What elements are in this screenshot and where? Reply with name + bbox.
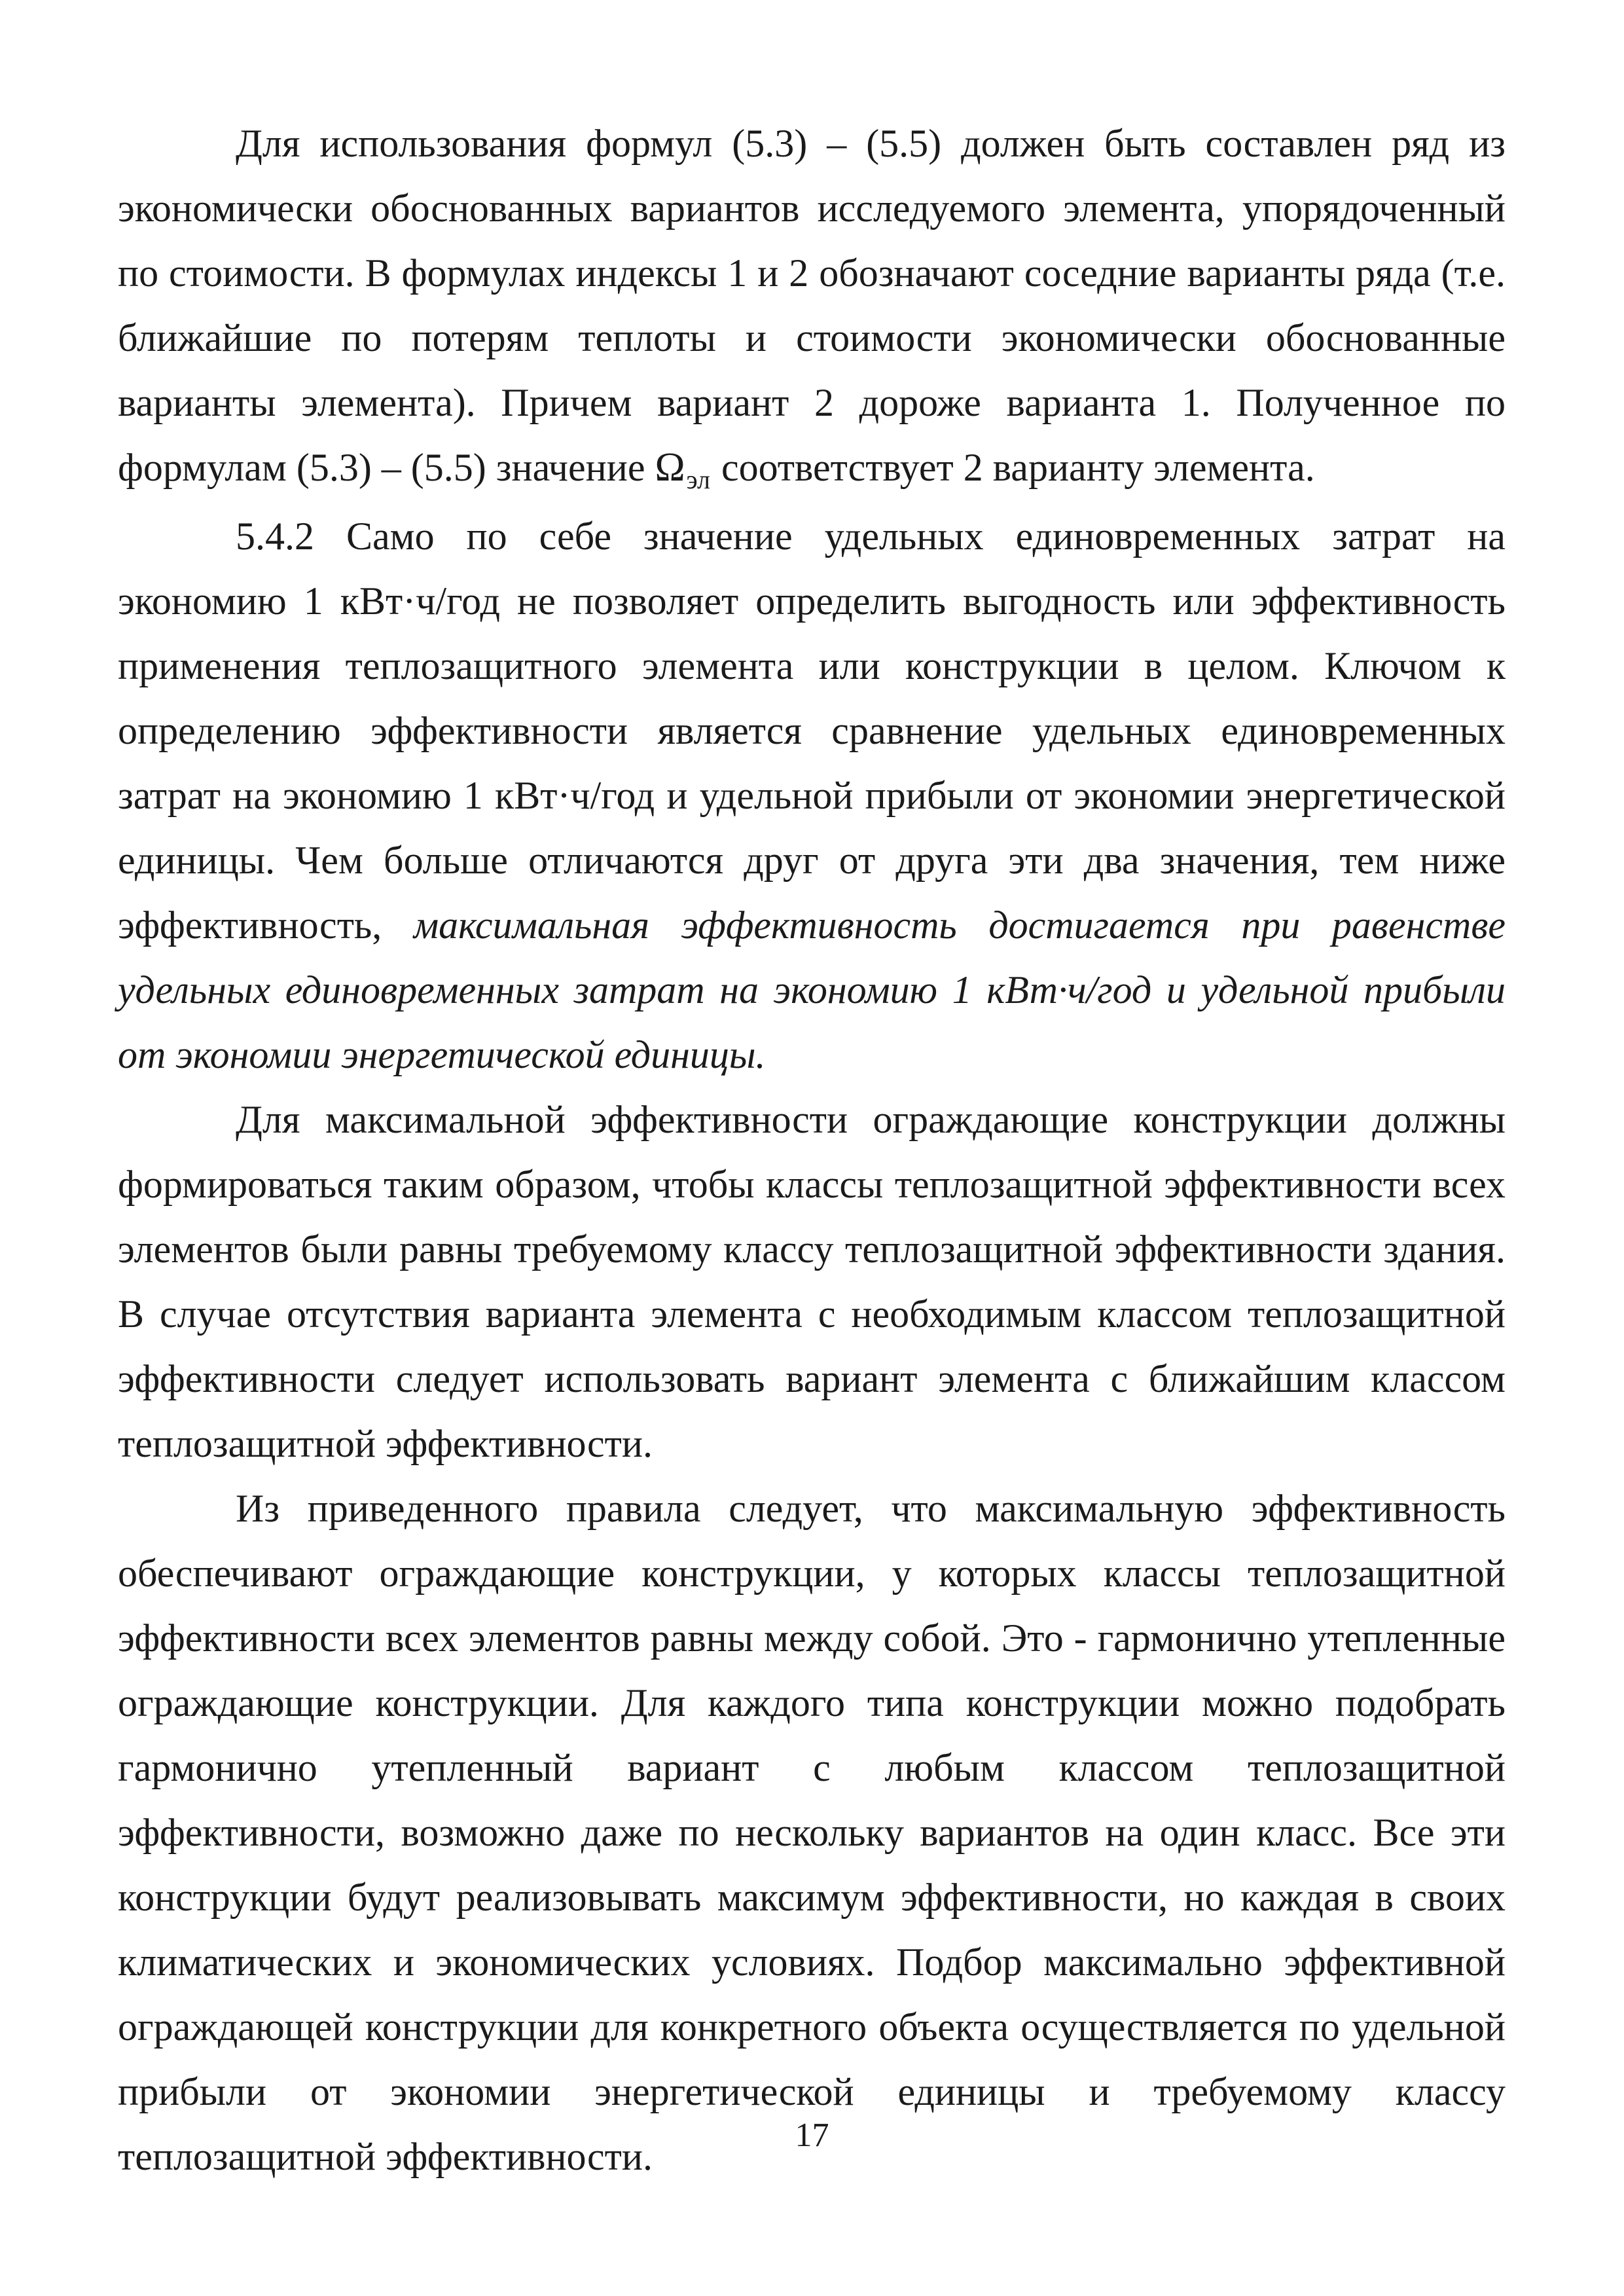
omega-subscript: эл xyxy=(686,465,710,494)
paragraph-4-text: Из приведенного правила следует, что максимальную эффективность обеспечивают ограждающие конструкции, у которых классы теплозащитной эффективности всех элементов равны между собой. Это - гармонично утепленные ограждающие конструкции. Для каждого типа конструкции можно подобрать гармонично утепленный вариант с любым классом теплозащитной эффективности, возможно даже по нескольку вариантов на один класс. Все эти конструкции будут реализовывать максимум эффективности, но каждая в своих климатических и экономических условиях. Подбор максимально эффективной ограждающей конструкции для конкретного объекта осуществляется по удельной прибыли от экономии энергетической единицы и требуемому классу теплозащитной эффективности. xyxy=(118,1487,1506,2178)
page-number: 17 xyxy=(795,2117,829,2154)
paragraph-1-tail: соответствует 2 варианту элемента. xyxy=(711,446,1315,489)
paragraph-2-italic-emphasis: максимальная эффективность достигается при равенстве удельных единовременных затрат на экономию 1 кВт·ч/год и удельной прибыли от экономии энергетической единицы. xyxy=(118,903,1506,1076)
paragraph-rule-conclusion xyxy=(118,1476,1506,2189)
paragraph-formulas-usage xyxy=(118,111,1506,504)
paragraph-5-4-2 xyxy=(118,504,1506,1087)
paragraph-3-text: Для максимальной эффективности ограждающие конструкции должны формироваться таким образом, чтобы классы теплозащитной эффективности всех элементов были равны требуемому классу теплозащитной эффективности здания. В случае отсутствия варианта элемента с необходимым классом теплозащитной эффективности следует использовать вариант элемента с ближайшим классом теплозащитной эффективности. xyxy=(118,1098,1506,1465)
paragraph-max-efficiency xyxy=(118,1087,1506,1476)
document-page xyxy=(118,111,1506,2178)
paragraph-2-text: 5.4.2 Само по себе значение удельных единовременных затрат на экономию 1 кВт·ч/год не позволяет определить выгодность или эффективность применения теплозащитного элемента или конструкции в целом. Ключом к определению эффективности является сравнение удельных единовременных затрат на экономию 1 кВт·ч/год и удельной прибыли от экономии энергетической единицы. Чем больше отличаются друг от друга эти два значения, тем ниже эффективность, xyxy=(118,515,1506,947)
omega-symbol: Ω xyxy=(655,445,685,490)
paragraph-1-text: Для использования формул (5.3) – (5.5) должен быть составлен ряд из экономически обоснованных вариантов исследуемого элемента, упорядоченный по стоимости. В формулах индексы 1 и 2 обозначают соседние варианты ряда (т.е. ближайшие по потерям теплоты и стоимости экономически обоснованные варианты элемента). Причем вариант 2 дороже варианта 1. Полученное по формулам (5.3) – (5.5) значение xyxy=(118,122,1506,489)
